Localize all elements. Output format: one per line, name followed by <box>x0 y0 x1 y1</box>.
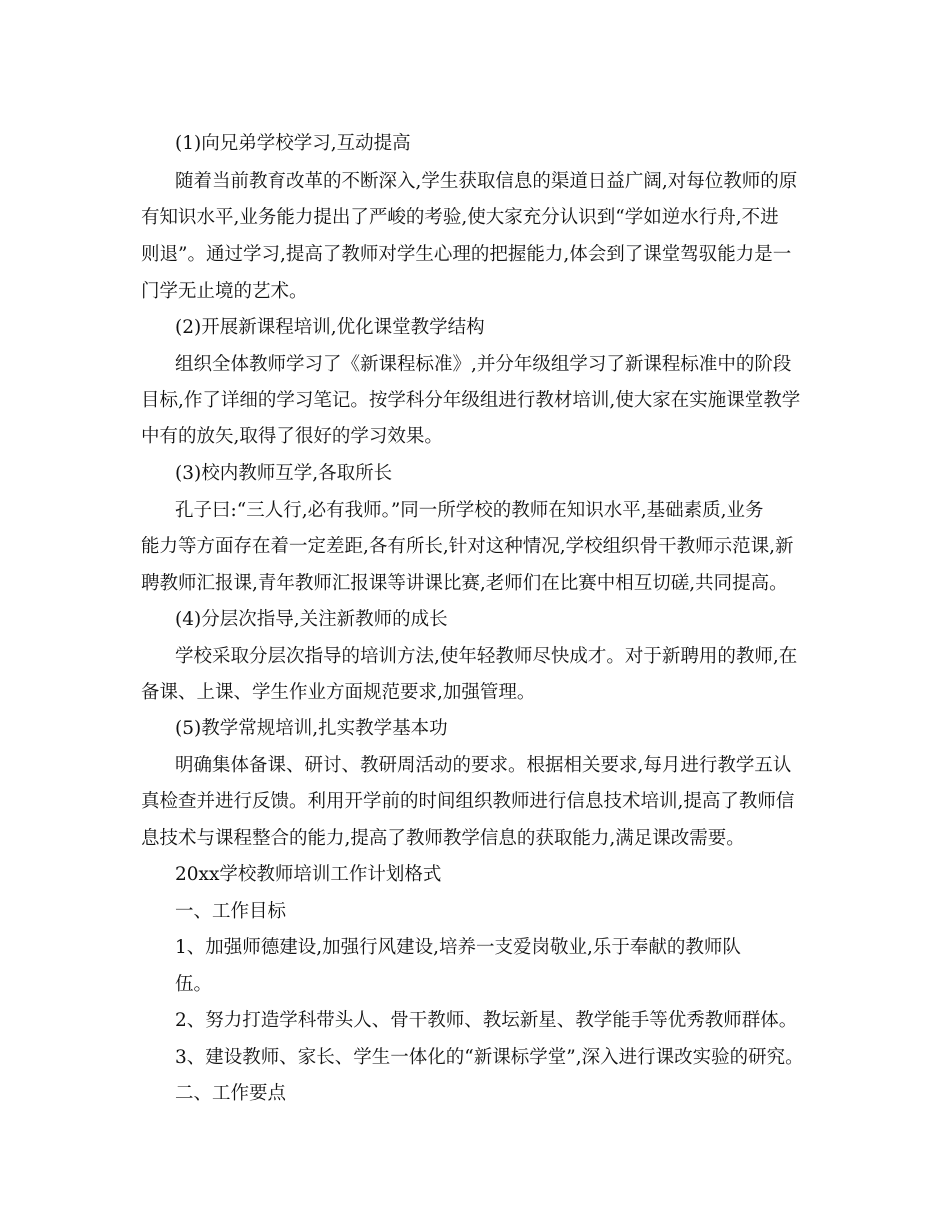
paragraph-line: 聘教师汇报课,青年教师汇报课等讲课比赛,老师们在比赛中相互切磋,共同提高。 <box>141 573 788 594</box>
subheading-5: (5)教学常规培训,扎实教学基本功 <box>175 718 448 739</box>
paragraph-line: 中有的放矢,取得了很好的学习效果。 <box>141 426 443 447</box>
goal-item-2: 2、努力打造学科带头人、骨干教师、教坛新星、教学能手等优秀教师群体。 <box>175 1010 798 1031</box>
paragraph-line: 明确集体备课、研讨、教研周活动的要求。根据相关要求,每月进行教学五认 <box>175 755 792 776</box>
paragraph-line: 目标,作了详细的学习笔记。按学科分年级组进行教材培训,使大家在实施课堂教学 <box>141 390 801 411</box>
paragraph-line: 有知识水平,业务能力提出了严峻的考验,使大家充分认识到“学如逆水行舟,不进 <box>141 207 779 228</box>
paragraph-line: 随着当前教育改革的不断深入,学生获取信息的渠道日益广阔,对每位教师的原 <box>175 171 798 192</box>
subheading-1: (1)向兄弟学校学习,互动提高 <box>175 133 411 154</box>
subheading-4: (4)分层次指导,关注新教师的成长 <box>175 609 448 630</box>
heading-goals: 一、工作目标 <box>175 901 287 922</box>
paragraph-line: 学校采取分层次指导的培训方法,使年轻教师尽快成才。对于新聘用的教师,在 <box>175 646 798 667</box>
subheading-2: (2)开展新课程培训,优化课堂教学结构 <box>175 317 485 338</box>
subheading-3: (3)校内教师互学,各取所长 <box>175 463 393 484</box>
goal-item-1-continued: 伍。 <box>175 974 213 995</box>
paragraph-line: 真检查并进行反馈。利用开学前的时间组织教师进行信息技术培训,提高了教师信 <box>141 791 795 812</box>
goal-item-3: 3、建设教师、家长、学生一体化的“新课标学堂”,深入进行课改实验的研究。 <box>175 1047 804 1068</box>
goal-item-1: 1、加强师德建设,加强行风建设,培养一支爱岗敬业,乐于奉献的教师队 <box>175 937 741 958</box>
paragraph-line: 门学无止境的艺术。 <box>141 281 308 302</box>
heading-key-points: 二、工作要点 <box>175 1083 287 1104</box>
section-title: 20xx学校教师培训工作计划格式 <box>175 864 442 885</box>
paragraph-line: 则退”。通过学习,提高了教师对学生心理的把握能力,体会到了课堂驾驭能力是一 <box>141 244 792 265</box>
paragraph-line: 息技术与课程整合的能力,提高了教师教学信息的获取能力,满足课改需要。 <box>141 828 745 849</box>
paragraph-line: 能力等方面存在着一定差距,各有所长,针对这种情况,学校组织骨干教师示范课,新 <box>141 536 794 557</box>
paragraph-line: 孔子曰:“三人行,必有我师。”同一所学校的教师在知识水平,基础素质,业务 <box>175 500 764 521</box>
paragraph-line: 组织全体教师学习了《新课程标准》,并分年级组学习了新课程标准中的阶段 <box>175 354 792 375</box>
paragraph-line: 备课、上课、学生作业方面规范要求,加强管理。 <box>141 682 536 703</box>
